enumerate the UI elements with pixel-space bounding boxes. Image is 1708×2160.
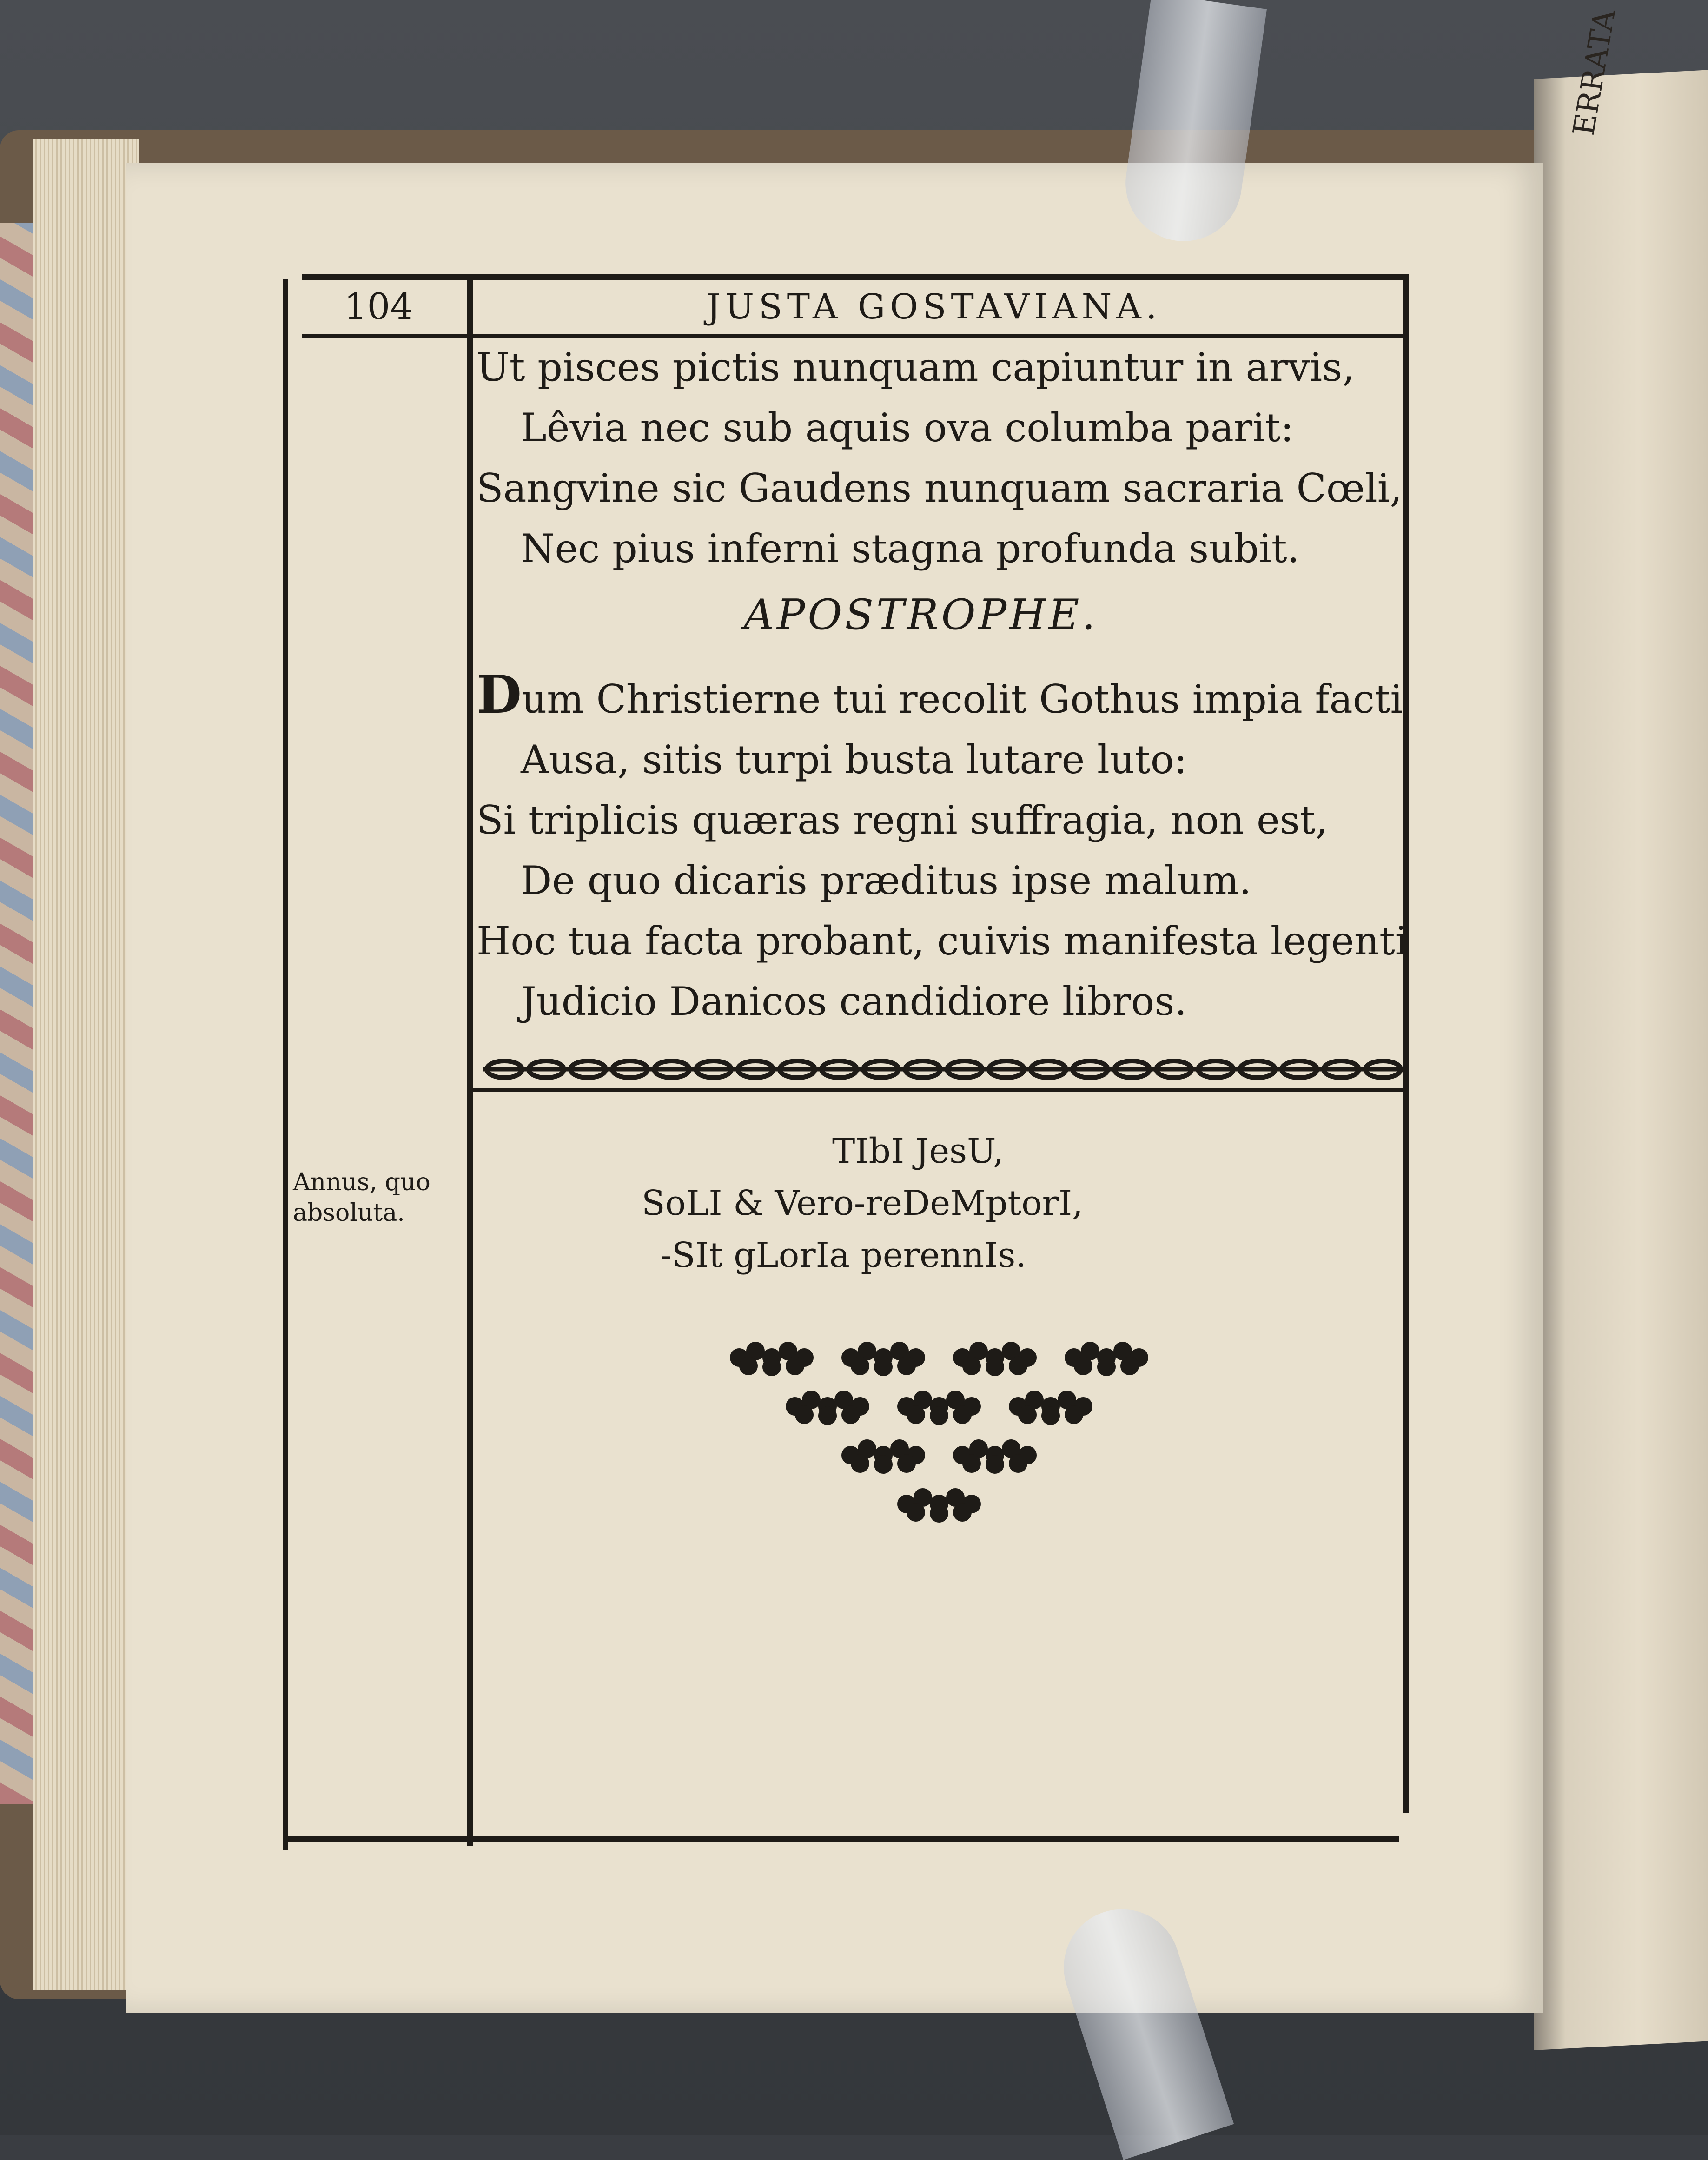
chronogram-line: SoLI & Vero-reDeMptorI,: [642, 1183, 1083, 1223]
frame-bottom-rule: [284, 1836, 1399, 1842]
verse-line: Ausa, sitis turpi busta lutare luto:: [521, 737, 1187, 782]
facing-page: [1534, 7, 1708, 2050]
ornament-band: [483, 1055, 1404, 1083]
section-divider-rule: [470, 1088, 1404, 1092]
section-heading: APOSTROPHE.: [744, 590, 1098, 639]
page-number: 104: [344, 286, 413, 328]
fleuron: [953, 1439, 1037, 1474]
verse-line: Nec pius inferni stagna profunda subit.: [521, 526, 1300, 571]
verse-line: Lêvia nec sub aquis ova columba parit:: [521, 405, 1294, 451]
chronogram-line: TIbI JesU,: [832, 1131, 1004, 1171]
drop-capital: D: [477, 664, 522, 725]
verse-line: Si triplicis quæras regni suffragia, non est,: [477, 797, 1328, 843]
fleuron: [1065, 1342, 1148, 1376]
fleuron: [841, 1439, 925, 1474]
chronogram: [642, 1125, 1083, 1281]
verse-block-apostrophe: [477, 665, 1408, 1032]
fleuron: [730, 1342, 814, 1376]
margin-note: [293, 1167, 430, 1228]
fleuron: [953, 1342, 1037, 1376]
running-title: JUSTA GOSTAVIANA.: [707, 287, 1162, 327]
verse-line: [477, 665, 1408, 729]
verse-line-text: um Christierne tui recolit Gothus impia facti: [522, 676, 1403, 722]
fleuron: [897, 1391, 981, 1425]
frame-left-rule: [283, 279, 288, 1850]
fleuron: [786, 1391, 869, 1425]
frame-column-rule: [467, 279, 473, 1846]
fleuron: [897, 1488, 981, 1523]
frame-right-rule: [1403, 279, 1409, 1813]
fleuron-triangle-ornament: [707, 1339, 1172, 1534]
verse-line: Judicio Danicos candidiore libros.: [521, 979, 1187, 1024]
margin-note-line: absoluta.: [293, 1199, 405, 1227]
verse-line: Hoc tua facta probant, cuivis manifesta legenti: [477, 918, 1408, 964]
fleuron: [1009, 1391, 1092, 1425]
verse-line: Sangvine sic Gaudens nunquam sacraria Cœli,: [477, 465, 1403, 511]
verse-block-top: [477, 337, 1402, 579]
fleuron: [841, 1342, 925, 1376]
verse-line: De quo dicaris præditus ipse malum.: [521, 858, 1251, 903]
margin-note-line: Annus, quo: [293, 1168, 430, 1196]
facing-page-title: ERRATA: [1567, 7, 1622, 138]
verse-line: Ut pisces pictis nunquam capiuntur in arvis,: [477, 345, 1355, 390]
chronogram-line: -SIt gLorIa perennIs.: [660, 1235, 1026, 1275]
page-edges: [33, 139, 139, 1990]
